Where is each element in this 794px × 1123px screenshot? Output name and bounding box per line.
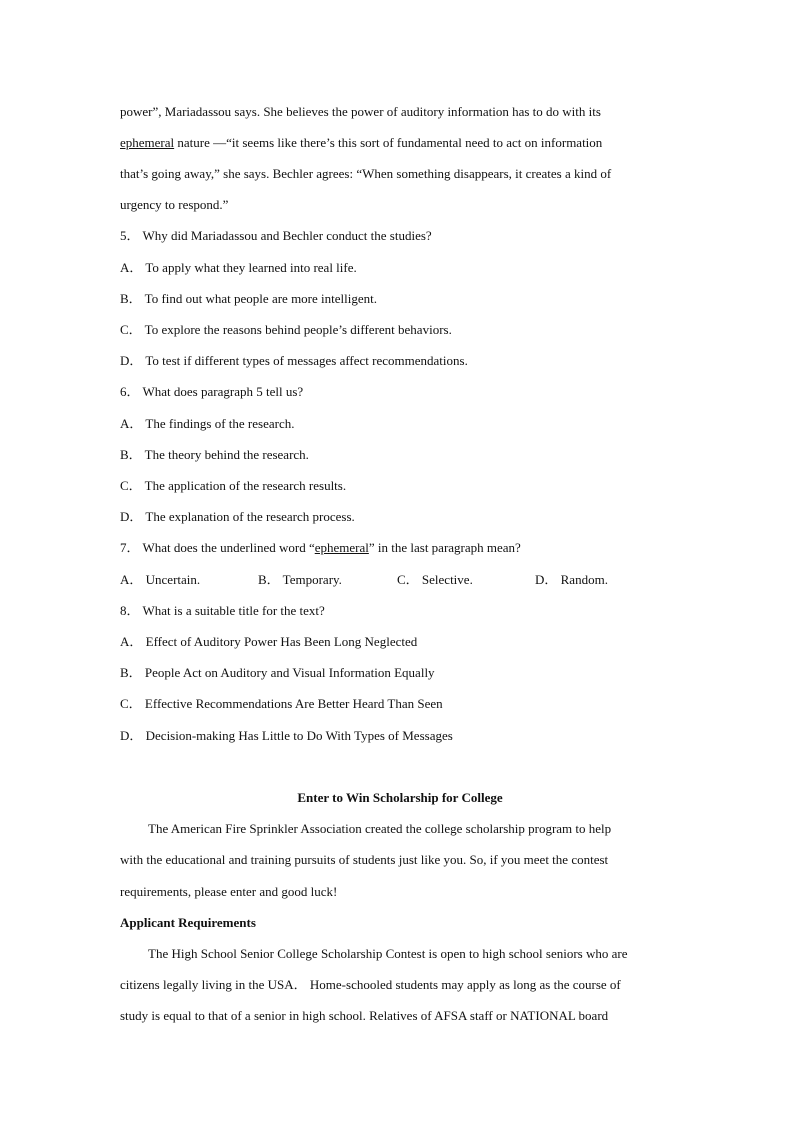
article-paragraph-2-line-1: The High School Senior College Scholarship Contest is open to high school seniors who are xyxy=(148,946,628,961)
question-6-option-b: B． The theory behind the research. xyxy=(120,447,309,462)
question-5-stem: 5． Why did Mariadassou and Bechler conduct the studies? xyxy=(120,228,432,243)
question-7-stem-pre: 7． What does the underlined word “ xyxy=(120,540,315,555)
question-7-stem-post: ” in the last paragraph mean? xyxy=(368,540,521,555)
question-7-option-d: D． Random. xyxy=(535,572,608,587)
question-8-stem: 8． What is a suitable title for the text? xyxy=(120,603,325,618)
question-6-option-d: D． The explanation of the research process. xyxy=(120,509,355,524)
question-6-stem: 6． What does paragraph 5 tell us? xyxy=(120,384,304,399)
question-8-option-b: B． People Act on Auditory and Visual Information Equally xyxy=(120,665,435,680)
question-8-option-d: D． Decision-making Has Little to Do With Types of Messages xyxy=(120,728,453,743)
question-7-option-c: C． Selective. xyxy=(397,572,473,587)
question-7-underlined-word: ephemeral xyxy=(314,540,369,555)
passage-line-2 xyxy=(120,135,602,151)
article-title: Enter to Win Scholarship for College xyxy=(297,790,503,805)
passage-line-2-rest: nature —“it seems like there’s this sort of fundamental need to act on information xyxy=(174,135,603,150)
underlined-word: ephemeral xyxy=(120,135,175,150)
question-5-option-d: D． To test if different types of messages affect recommendations. xyxy=(120,353,468,368)
article-paragraph-1-line-2: with the educational and training pursuits of students just like you. So, if you meet the contest xyxy=(120,852,609,867)
question-8-option-c: C． Effective Recommendations Are Better Heard Than Seen xyxy=(120,696,443,711)
article-paragraph-1-line-1: The American Fire Sprinkler Association created the college scholarship program to help xyxy=(148,821,612,836)
question-5-option-a: A． To apply what they learned into real life. xyxy=(120,260,357,275)
question-7-stem xyxy=(120,540,521,556)
question-6-option-a: A． The findings of the research. xyxy=(120,416,295,431)
passage-line-3: that’s going away,” she says. Bechler agrees: “When something disappears, it creates a kind of xyxy=(120,166,612,181)
question-7-option-b: B． Temporary. xyxy=(258,572,342,587)
passage-line-1: power”, Mariadassou says. She believes the power of auditory information has to do with its xyxy=(120,104,601,119)
section-heading: Applicant Requirements xyxy=(120,915,256,930)
question-5-option-b: B． To find out what people are more intelligent. xyxy=(120,291,377,306)
article-paragraph-2-line-2: citizens legally living in the USA． Home-schooled students may apply as long as the course of xyxy=(120,977,621,992)
question-8-option-a: A． Effect of Auditory Power Has Been Long Neglected xyxy=(120,634,418,649)
question-7-option-a: A． Uncertain. xyxy=(120,572,201,587)
passage-line-4: urgency to respond.” xyxy=(120,197,229,212)
question-5-option-c: C． To explore the reasons behind people’s different behaviors. xyxy=(120,322,452,337)
article-paragraph-2-line-3: study is equal to that of a senior in high school. Relatives of AFSA staff or NATIONAL board xyxy=(120,1008,609,1023)
article-paragraph-1-line-3: requirements, please enter and good luck! xyxy=(120,884,338,899)
question-6-option-c: C． The application of the research results. xyxy=(120,478,347,493)
